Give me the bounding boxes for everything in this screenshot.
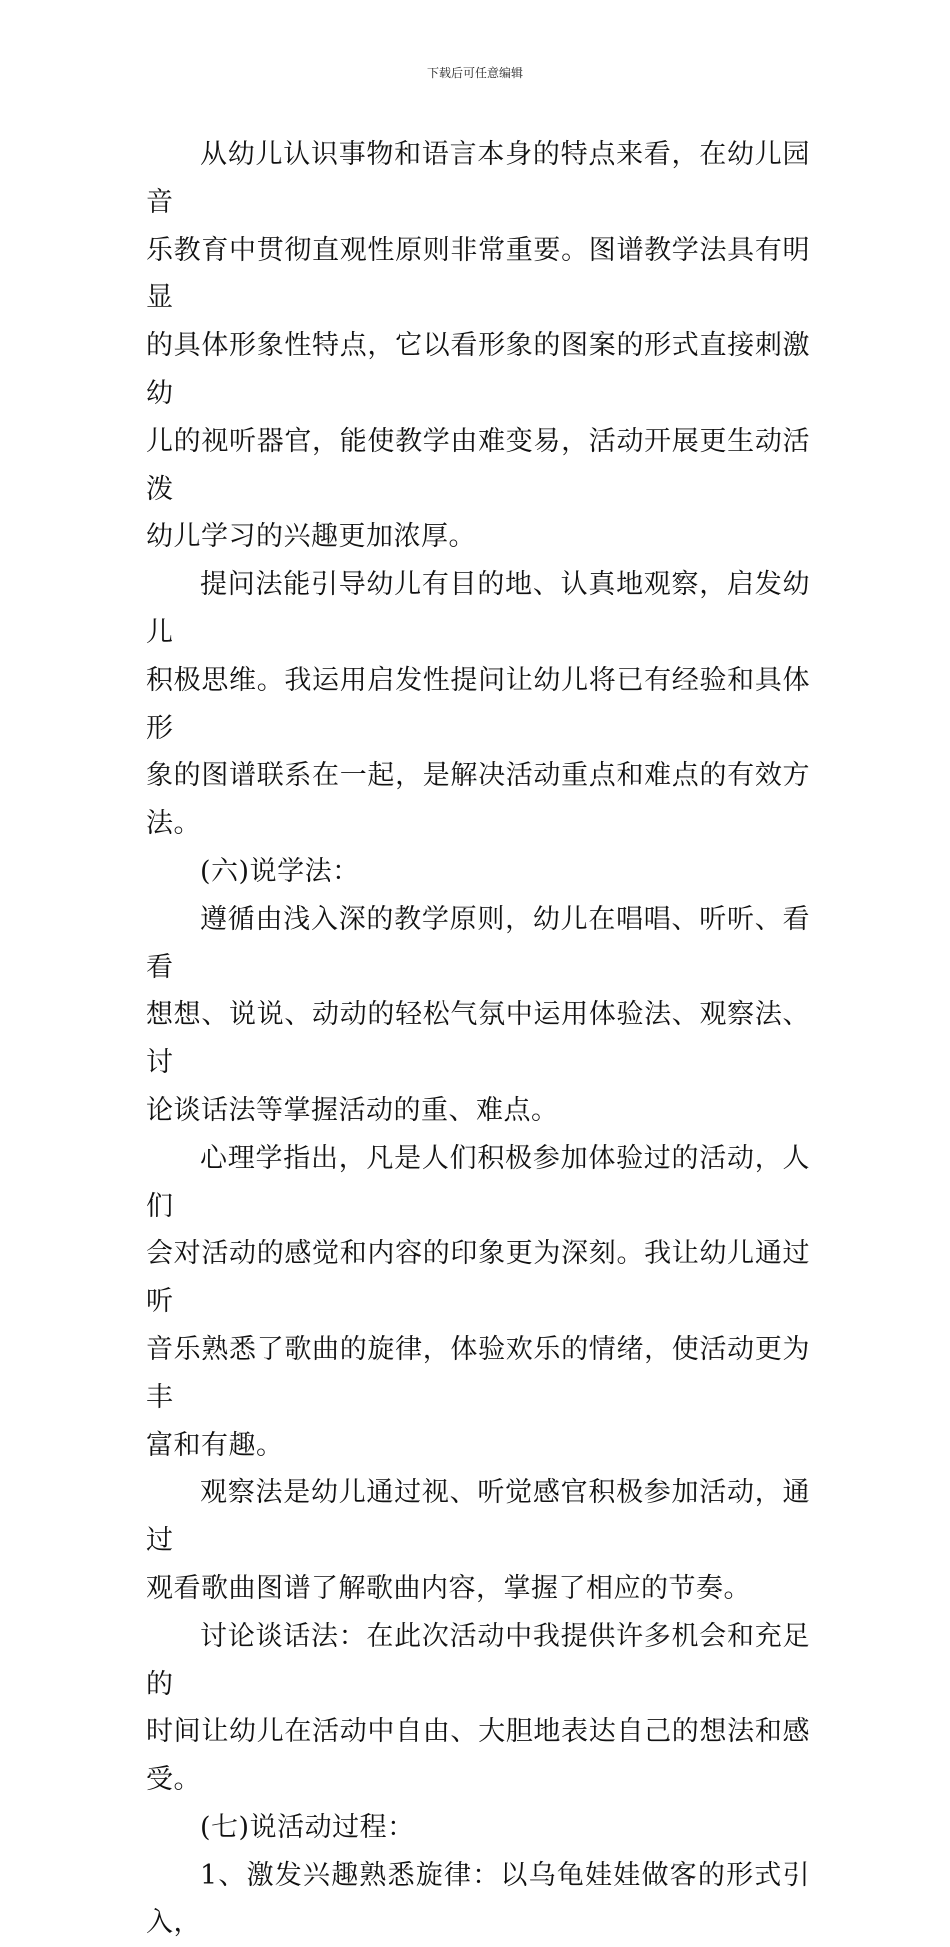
- text-line: 乐教育中贯彻直观性原则非常重要。图谱教学法具有明显: [146, 234, 810, 314]
- text-line: 积极思维。我运用启发性提问让幼儿将已有经验和具体形: [146, 664, 810, 744]
- document-body: [146, 131, 810, 1947]
- text-line: 富和有趣。: [146, 1429, 284, 1461]
- page-header-note: 下载后可任意编辑: [426, 66, 523, 80]
- paragraph-observation-method: [146, 1469, 810, 1612]
- paragraph-psychology: [146, 1135, 810, 1470]
- text-line: 遵循由浅入深的教学原则，幼儿在唱唱、听听、看看: [146, 903, 810, 983]
- text-line: 从幼儿认识事物和语言本身的特点来看，在幼儿园音: [146, 139, 810, 218]
- text-line: 象的图谱联系在一起，是解决活动重点和难点的有效方法。: [146, 760, 810, 840]
- text-line: 幼儿学习的兴趣更加浓厚。: [146, 521, 476, 553]
- paragraph-step-one: [146, 1852, 810, 1947]
- section-heading-learning-methods: [146, 848, 810, 896]
- text-line: (七)说活动过程：: [200, 1811, 415, 1843]
- paragraph-teaching-principle: [146, 896, 810, 1135]
- text-line: 的具体形象性特点，它以看形象的图案的形式直接刺激幼: [146, 330, 810, 409]
- section-heading-activity-process: [146, 1804, 810, 1852]
- paragraph-questioning-method: [146, 561, 810, 848]
- text-line: 儿的视听器官，能使教学由难变易，活动开展更生动活泼: [146, 425, 810, 505]
- text-line: 想想、说说、动动的轻松气氛中运用体验法、观察法、讨: [146, 999, 810, 1079]
- text-line: 会对活动的感觉和内容的印象更为深刻。我让幼儿通过听: [146, 1238, 810, 1318]
- paragraph-discussion-method: [146, 1613, 810, 1804]
- text-line: 音乐熟悉了歌曲的旋律，体验欢乐的情绪，使活动更为丰: [146, 1333, 810, 1413]
- paragraph-music-education: [146, 131, 810, 561]
- text-line: 观察法是幼儿通过视、听觉感官积极参加活动，通过: [146, 1477, 810, 1557]
- text-line: 提问法能引导幼儿有目的地、认真地观察，启发幼儿: [146, 569, 810, 648]
- text-line: 讨论谈话法：在此次活动中我提供许多机会和充足的: [146, 1620, 810, 1700]
- text-line: 1、激发兴趣熟悉旋律：以乌龟娃娃做客的形式引入，: [146, 1859, 810, 1939]
- text-line: 观看歌曲图谱了解歌曲内容，掌握了相应的节奏。: [146, 1572, 751, 1604]
- text-line: (六)说学法：: [200, 855, 360, 887]
- text-line: 论谈话法等掌握活动的重、难点。: [146, 1094, 559, 1126]
- text-line: 心理学指出，凡是人们积极参加体验过的活动，人们: [146, 1142, 810, 1222]
- text-line: 时间让幼儿在活动中自由、大胆地表达自己的想法和感受。: [146, 1716, 810, 1796]
